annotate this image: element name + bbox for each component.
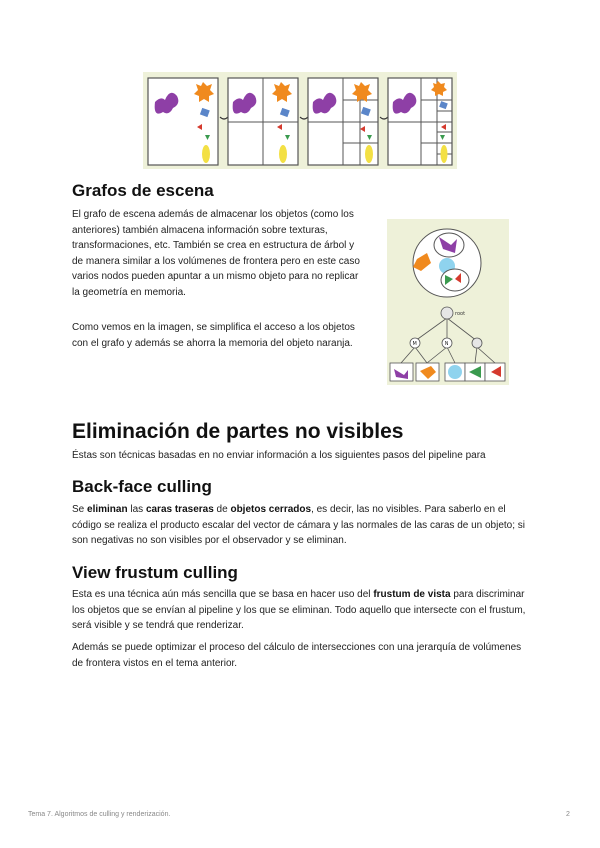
panel-4 bbox=[388, 78, 452, 165]
backface-heading: Back-face culling bbox=[72, 477, 212, 496]
scene-graph-heading: Grafos de escena bbox=[72, 181, 214, 200]
frustum-text-1: Esta es una técnica aún más sencilla que se basa en hacer uso del bbox=[72, 589, 374, 600]
backface-text-4: , es decir, las no visibles. Para saberlo en el código se realiza el producto escalar del vector de cámara y las normales de las caras de un objeto; si son negativas no son visibles por el observador y se eliminan. bbox=[72, 504, 526, 547]
backface-paragraph bbox=[72, 502, 528, 549]
frustum-text-2: para discriminar los objetos que se envían al pipeline y los que se eliminan. Todo aquello que intersecte con el frustum, será visible y se tendrá que renderizar. bbox=[72, 589, 526, 632]
backface-text-2: las bbox=[127, 504, 146, 515]
backface-bold-1: eliminan bbox=[87, 504, 128, 515]
backface-bold-2: caras traseras bbox=[145, 504, 214, 515]
scene-graph-diagram bbox=[387, 219, 509, 385]
frustum-paragraph-1 bbox=[72, 587, 528, 634]
scene-subdivision-figure bbox=[143, 72, 457, 169]
elimination-intro: Éstas son técnicas basadas en no enviar información a los siguientes pasos del pipeline para bbox=[72, 450, 486, 461]
node-n-label: N bbox=[444, 341, 449, 347]
panel-3 bbox=[308, 78, 378, 165]
footer-title: Tema 7. Algoritmos de culling y renderización. bbox=[28, 811, 171, 818]
frustum-bold-1: frustum de vista bbox=[373, 589, 451, 600]
scene-graph-figure bbox=[387, 219, 509, 385]
scene-graph-paragraph-1: El grafo de escena además de almacenar los objetos (como los anteriores) también almacena información sobre texturas, transformaciones, etc. También se crea en estructura de árbol y de manera similar a los volúmenes de frontera pero en este caso varios nodos pueden apuntar a un mismo objeto para no replicar la geometría en memoria. bbox=[72, 209, 360, 298]
root-node-label: root bbox=[455, 311, 466, 317]
frustum-paragraph-2: Además se puede optimizar el proceso del cálculo de intersecciones con una jerarquía de volúmenes de frontera vistos en el tema anterior. bbox=[72, 642, 522, 669]
backface-text-3: de bbox=[213, 504, 231, 515]
scene-subdivision-diagram bbox=[143, 72, 457, 169]
panel-1 bbox=[148, 78, 218, 165]
frustum-heading: View frustum culling bbox=[72, 563, 238, 582]
panel-2 bbox=[228, 78, 298, 165]
backface-bold-3: objetos cerrados bbox=[230, 504, 312, 515]
node-m-label: M bbox=[412, 341, 417, 347]
scene-graph-paragraph-2: Como vemos en la imagen, se simplifica el acceso a los objetos con el grafo y además se ahorra la memoria del objeto naranja. bbox=[72, 322, 355, 349]
backface-text-1: Se bbox=[72, 504, 88, 515]
elimination-heading: Eliminación de partes no visibles bbox=[72, 420, 404, 443]
page-number: 2 bbox=[566, 811, 570, 818]
